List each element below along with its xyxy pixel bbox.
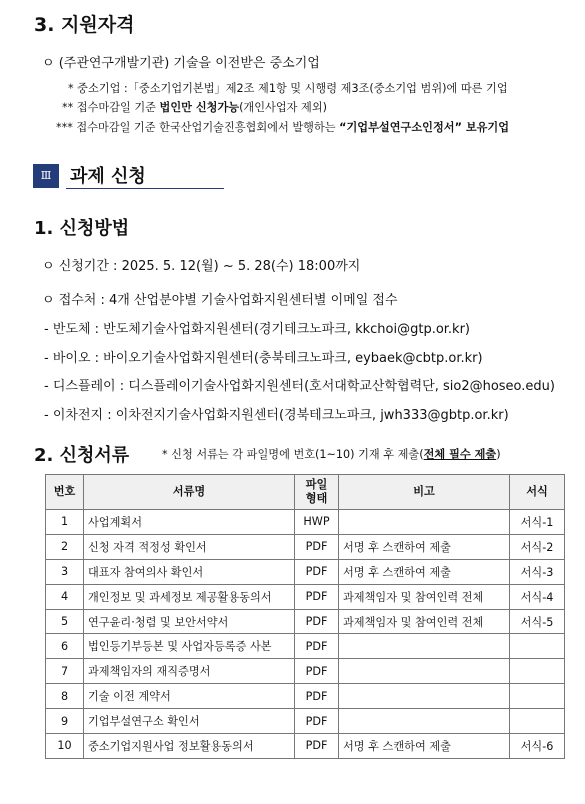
row-remark	[339, 659, 510, 684]
row-file-type: HWP	[295, 510, 339, 535]
table-row	[46, 609, 565, 634]
row-doc-name: 개인정보 및 과세정보 제공활용동의서	[84, 584, 295, 609]
row-doc-name: 기술 이전 계약서	[84, 684, 295, 709]
documents-table	[45, 474, 565, 759]
section-underline	[66, 188, 224, 189]
header-file-type: 파일 형태	[295, 475, 339, 510]
row-remark	[339, 510, 510, 535]
header-remark: 비고	[339, 475, 510, 510]
header-form: 서식	[510, 475, 565, 510]
row-form	[510, 659, 565, 684]
center-semiconductor: - 반도체 : 반도체기술사업화지원센터(경기테크노파크, kkchoi@gtp.or.kr)	[44, 322, 471, 337]
row-file-type: PDF	[295, 659, 339, 684]
center-display: - 디스플레이 : 디스플레이기술사업화지원센터(호서대학교산학협력단, sio2@hoseo.edu)	[44, 379, 555, 394]
row-form: 서식-1	[510, 510, 565, 535]
header-no: 번호	[46, 475, 84, 510]
row-remark: 서명 후 스캔하여 제출	[339, 559, 510, 584]
row-no: 3	[46, 559, 84, 584]
docs-note-bold: 전체 필수 제출	[423, 448, 497, 461]
table-row	[46, 684, 565, 709]
table-row	[46, 534, 565, 559]
section-numeral-badge: Ⅲ	[33, 164, 59, 188]
docs-note	[162, 446, 501, 462]
row-no: 4	[46, 584, 84, 609]
docs-note-suffix: )	[496, 448, 501, 461]
row-doc-name: 대표자 참여의사 확인서	[84, 559, 295, 584]
row-no: 6	[46, 634, 84, 659]
row-file-type: PDF	[295, 684, 339, 709]
row-form: 서식-4	[510, 584, 565, 609]
note3-bold: “기업부설연구소인정서” 보유기업	[339, 121, 510, 134]
eligibility-note-2	[62, 99, 327, 115]
row-file-type: PDF	[295, 734, 339, 759]
header-doc-name: 서류명	[84, 475, 295, 510]
docs-title: 2. 신청서류	[34, 445, 130, 466]
note2-bold: 법인만 신청가능	[159, 101, 240, 114]
row-remark	[339, 634, 510, 659]
row-doc-name: 법인등기부등본 및 사업자등록증 사본	[84, 634, 295, 659]
table-row	[46, 709, 565, 734]
section-title-application: 과제 신청	[70, 166, 146, 187]
row-form: 서식-3	[510, 559, 565, 584]
table-header-row	[46, 475, 565, 510]
row-no: 1	[46, 510, 84, 535]
table-row	[46, 584, 565, 609]
row-remark: 과제책임자 및 참여인력 전체	[339, 584, 510, 609]
row-file-type: PDF	[295, 709, 339, 734]
row-file-type: PDF	[295, 584, 339, 609]
row-remark	[339, 684, 510, 709]
row-form: 서식-5	[510, 609, 565, 634]
center-bio: - 바이오 : 바이오기술사업화지원센터(충북테크노파크, eybaek@cbtp.or.kr)	[44, 351, 483, 366]
row-no: 9	[46, 709, 84, 734]
row-file-type: PDF	[295, 559, 339, 584]
note3-prefix: *** 접수마감일 기준 한국산업기술진흥협회에서 발행하는	[56, 121, 340, 134]
table-row	[46, 559, 565, 584]
apply-method-title: 1. 신청방법	[34, 218, 130, 239]
eligibility-note-3	[56, 119, 509, 135]
row-form	[510, 709, 565, 734]
row-doc-name: 과제책임자의 재직증명서	[84, 659, 295, 684]
row-doc-name: 연구윤리·청렴 및 보안서약서	[84, 609, 295, 634]
row-remark: 서명 후 스캔하여 제출	[339, 534, 510, 559]
row-doc-name: 기업부설연구소 확인서	[84, 709, 295, 734]
row-remark: 서명 후 스캔하여 제출	[339, 734, 510, 759]
row-file-type: PDF	[295, 534, 339, 559]
row-no: 8	[46, 684, 84, 709]
row-form: 서식-6	[510, 734, 565, 759]
apply-period: ㅇ 신청기간 : 2025. 5. 12(월) ~ 5. 28(수) 18:00까지	[42, 259, 361, 274]
docs-note-prefix: * 신청 서류는 각 파일명에 번호(1~10) 기재 후 제출(	[162, 448, 424, 461]
eligibility-note-1: * 중소기업 :「중소기업기본법」제2조 제1항 및 시행령 제3조(중소기업 범위)에 따른 기업	[68, 82, 508, 95]
row-form	[510, 634, 565, 659]
row-file-type: PDF	[295, 609, 339, 634]
table-row	[46, 510, 565, 535]
row-file-type: PDF	[295, 634, 339, 659]
center-battery: - 이차전지 : 이차전지기술사업화지원센터(경북테크노파크, jwh333@gbtp.or.kr)	[44, 408, 509, 423]
note2-suffix: (개인사업자 제외)	[239, 101, 327, 114]
row-remark	[339, 709, 510, 734]
table-row	[46, 734, 565, 759]
table-row	[46, 659, 565, 684]
section-title-eligibility: 3. 지원자격	[34, 14, 135, 36]
row-no: 10	[46, 734, 84, 759]
row-no: 2	[46, 534, 84, 559]
row-doc-name: 사업계획서	[84, 510, 295, 535]
row-doc-name: 신청 자격 적정성 확인서	[84, 534, 295, 559]
row-form: 서식-2	[510, 534, 565, 559]
eligibility-main: ㅇ (주관연구개발기관) 기술을 이전받은 중소기업	[42, 56, 320, 71]
apply-receiver: ㅇ 접수처 : 4개 산업분야별 기술사업화지원센터별 이메일 접수	[42, 293, 398, 308]
row-doc-name: 중소기업지원사업 정보활용동의서	[84, 734, 295, 759]
row-remark: 과제책임자 및 참여인력 전체	[339, 609, 510, 634]
row-form	[510, 684, 565, 709]
table-row	[46, 634, 565, 659]
note2-prefix: ** 접수마감일 기준	[62, 101, 160, 114]
row-no: 7	[46, 659, 84, 684]
row-no: 5	[46, 609, 84, 634]
